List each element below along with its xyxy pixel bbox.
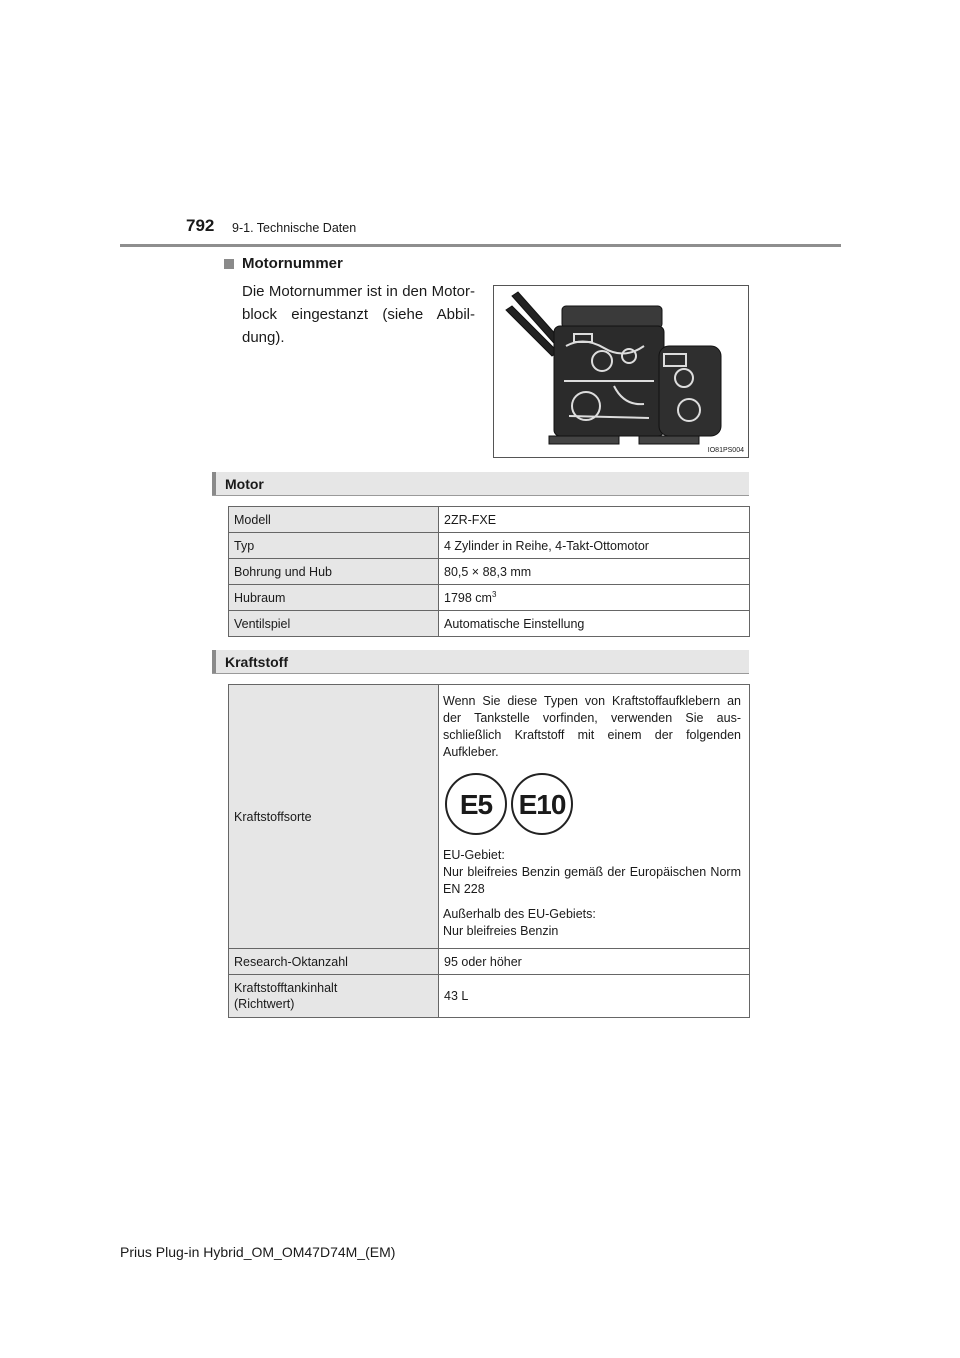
table-value: 43 L [439,975,750,1018]
table-value: 4 Zylinder in Reihe, 4-Takt-Ottomotor [439,533,750,559]
table-key: Kraftstoffsorte [229,685,439,949]
fuel-heading: Kraftstoff [225,654,288,670]
table-key: Bohrung und Hub [229,559,439,585]
table-row [229,533,750,559]
eu-label: EU-Gebiet: [443,848,505,862]
fuel-type-value [439,685,750,949]
table-value: 95 oder höher [439,949,750,975]
header-divider [120,244,841,247]
table-key: Ventilspiel [229,611,439,637]
table-value: 80,5 × 88,3 mm [439,559,750,585]
e10-badge-icon: E10 [511,773,573,835]
engine-number-text: Die Motornummer ist in den Motorblock eingestanzt (siehe Abbildung). [242,283,475,346]
table-row [229,949,750,975]
e5-badge-icon: E5 [445,773,507,835]
table-value [439,585,750,611]
square-bullet-icon [224,259,234,269]
non-eu-text: Nur bleifreies Benzin [443,924,559,938]
engine-number-heading-text: Motornummer [242,255,343,272]
heading-accent [212,650,216,673]
table-key: Research-Oktanzahl [229,949,439,975]
table-row [229,585,750,611]
table-row [229,559,750,585]
engine-number-heading [224,255,343,272]
page-number: 792 [186,216,215,235]
table-value: 2ZR-FXE [439,507,750,533]
heading-accent [212,472,216,495]
table-row [229,507,750,533]
motor-table [228,506,750,637]
displacement-value: 1798 cm [444,591,492,606]
table-value: Automatische Einstellung [439,611,750,637]
motor-heading: Motor [225,476,264,492]
fuel-intro: Wenn Sie diese Typen von Kraftstoffaufklebern an der Tankstelle vorfinden, verwenden Sie ausschließlich Kraftstoff mit einem der folgenden Aufkleber. [443,694,741,759]
eu-text: Nur bleifreies Benzin gemäß der Europäischen Norm EN 228 [443,865,741,896]
section-title: 9-1. Technische Daten [232,221,357,235]
table-key: Typ [229,533,439,559]
fuel-table [228,684,750,1018]
non-eu-label: Außerhalb des EU-Gebiets: [443,907,596,921]
table-row [229,685,750,949]
fuel-badges [445,773,741,835]
engine-drawing-icon [494,286,748,457]
tank-key-line2: (Richtwert) [234,997,295,1011]
motor-heading-bar [212,472,749,496]
tank-key-line1: Kraftstofftankinhalt [234,981,338,995]
table-key: Modell [229,507,439,533]
table-key: Hubraum [229,585,439,611]
image-code: IO81PS004 [707,447,744,454]
fuel-heading-bar [212,650,749,674]
superscript: 3 [491,589,497,599]
footer-doc-id: Prius Plug-in Hybrid_OM_OM47D74M_(EM) [120,1244,396,1260]
table-row [229,611,750,637]
engine-illustration [493,285,749,458]
table-key [229,975,439,1018]
table-row [229,975,750,1018]
